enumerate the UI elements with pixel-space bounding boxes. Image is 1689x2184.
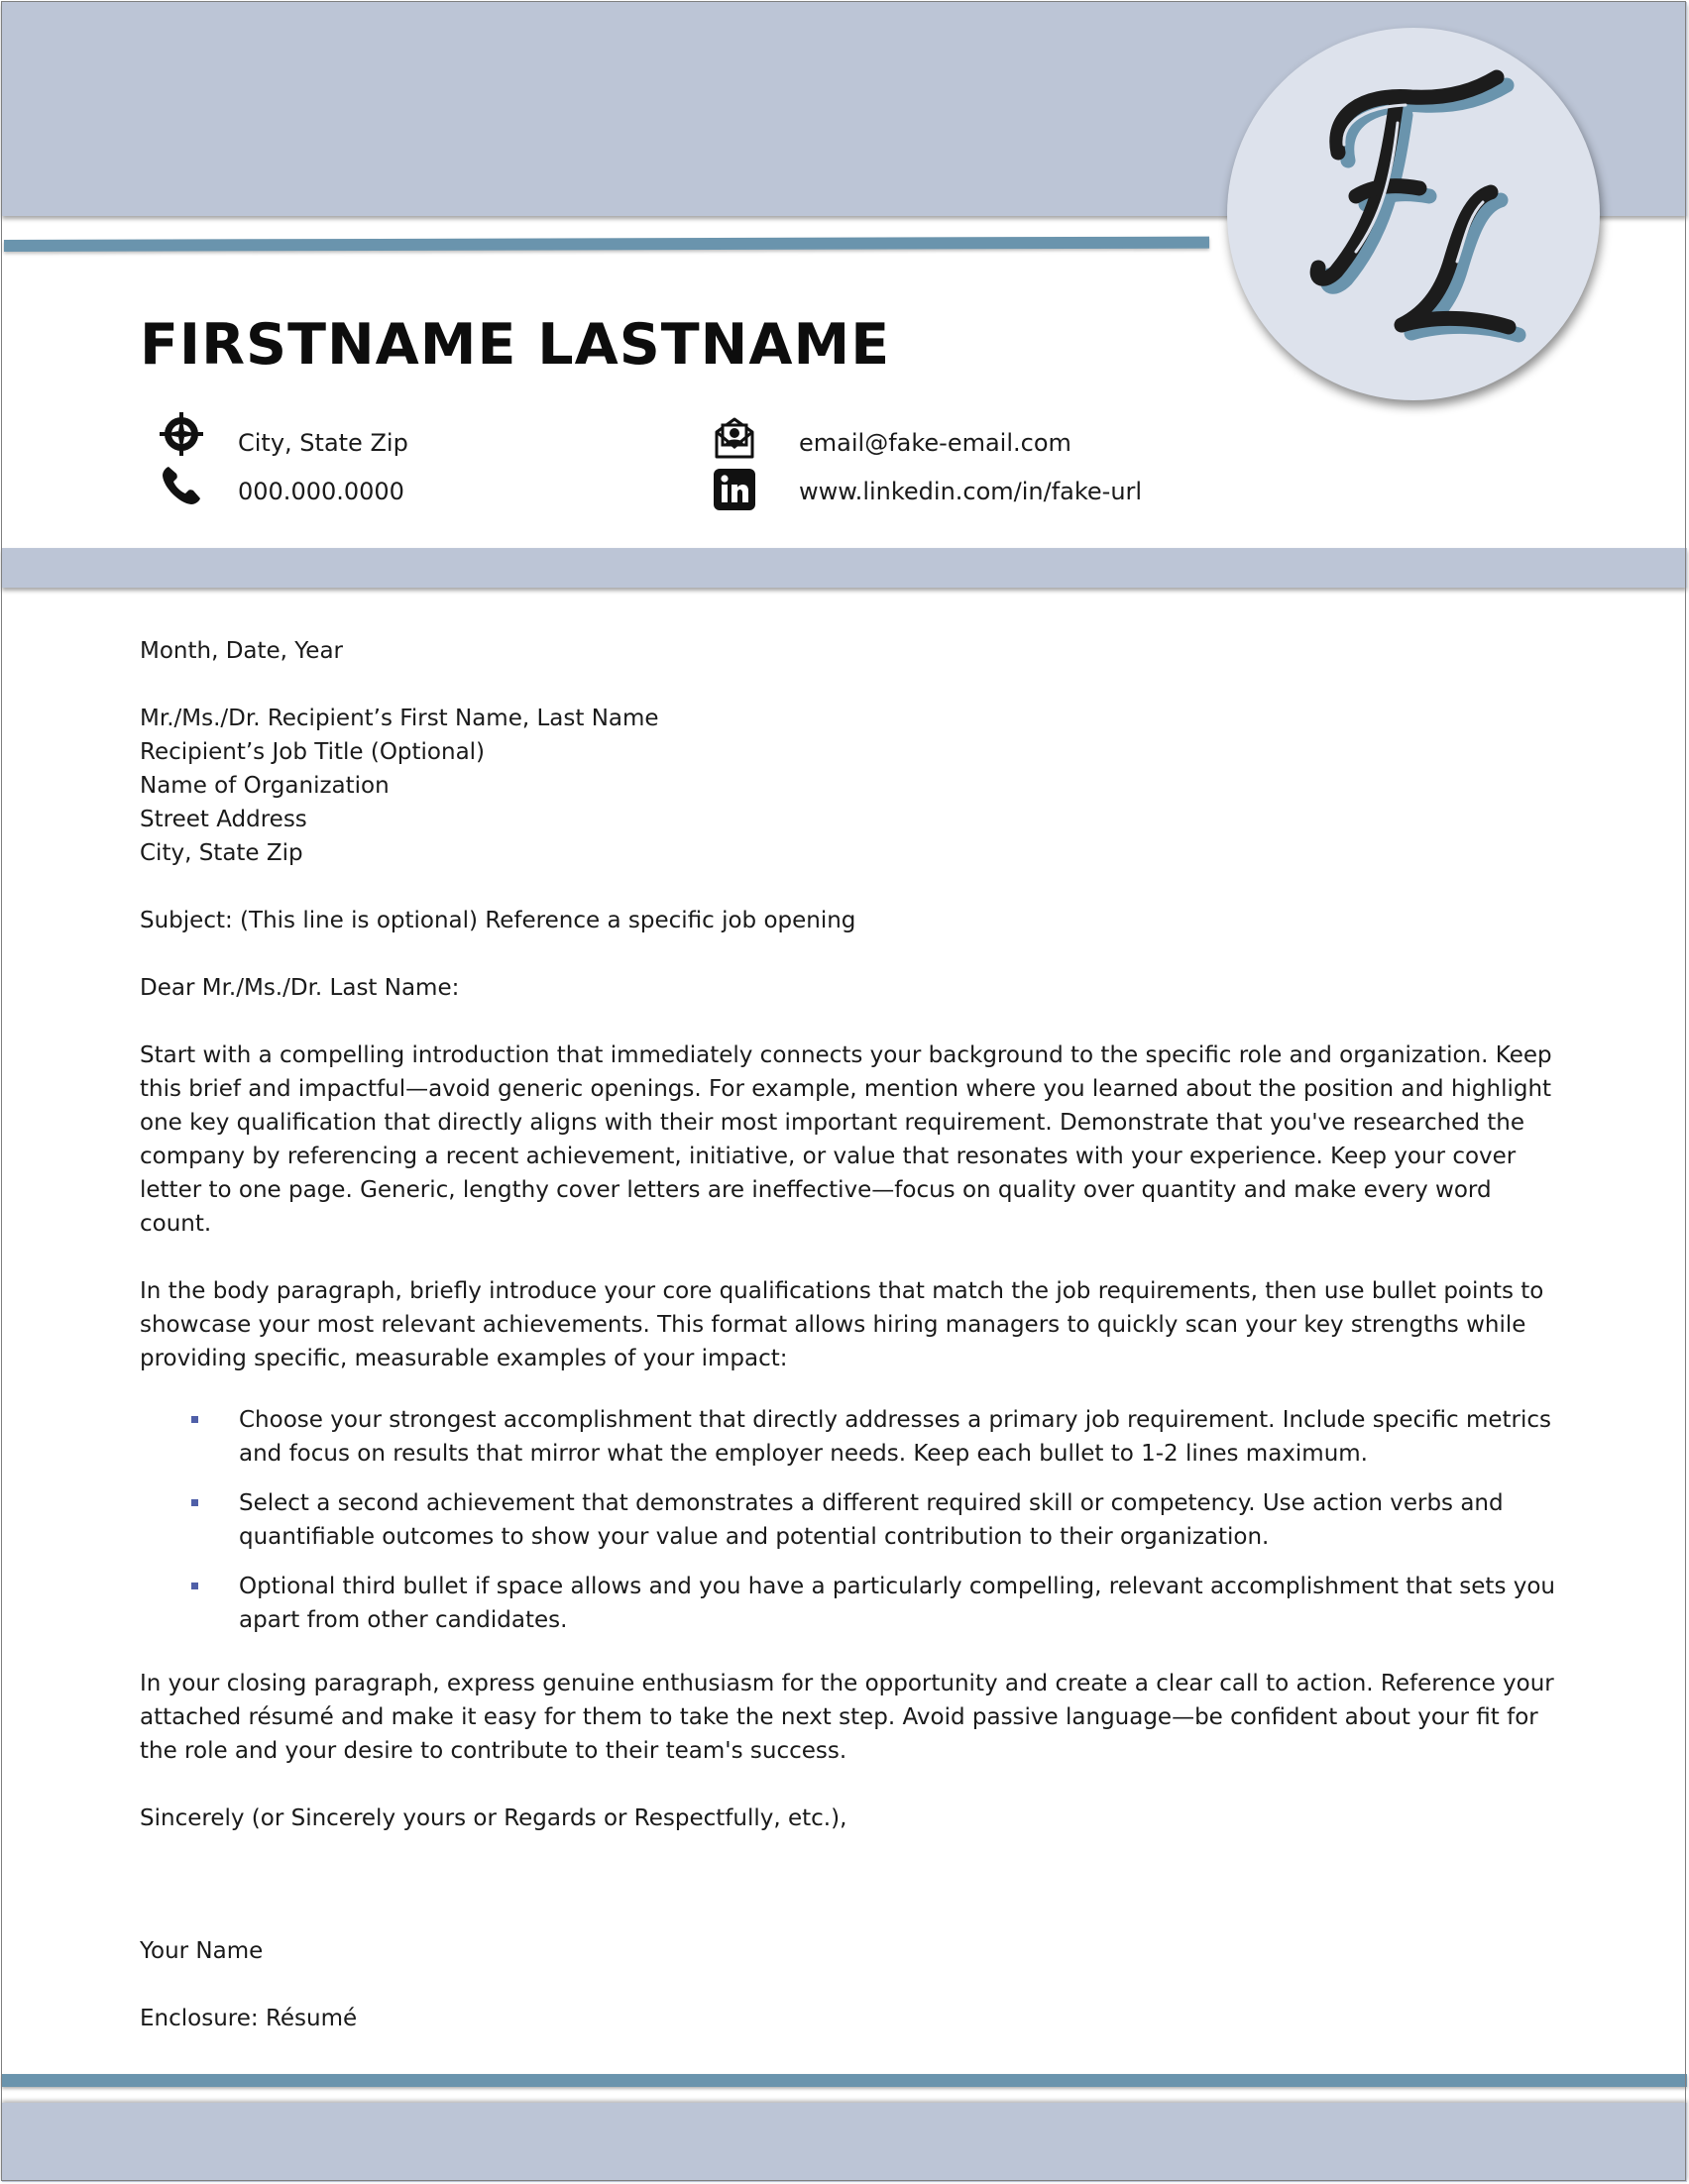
recipient-block [140, 702, 1557, 870]
subject-line: Subject: (This line is optional) Reference a specific job opening [140, 908, 856, 933]
header-accent-line [4, 237, 1209, 252]
phone-icon [160, 464, 203, 507]
recipient-name: Mr./Ms./Dr. Recipient’s First Name, Last Name [140, 706, 659, 731]
footer-band [2, 2103, 1687, 2182]
contact-linkedin-link[interactable]: www.linkedin.com/in/fake-url [799, 478, 1143, 505]
list-item [140, 1403, 1557, 1471]
email-icon [713, 416, 756, 460]
list-item [140, 1486, 1557, 1554]
enclosure-line: Enclosure: Résumé [140, 2006, 358, 2031]
monogram-fl-icon [1227, 28, 1600, 400]
applicant-name: FIRSTNAME LASTNAME [140, 312, 891, 378]
recipient-job-title: Recipient’s Job Title (Optional) [140, 739, 486, 765]
bullet-text: Choose your strongest accomplishment that directly addresses a primary job requirement. Include specific metrics and focus on results that mirror what the employer needs. Keep each bullet to 1-2 lines maximum. [239, 1407, 1552, 1467]
body-paragraph: In the body paragraph, briefly introduce your core qualifications that match the job requirements, then use bullet points to showcase your most relevant achievements. This format allows hiring managers to quickly scan your key strengths while providing specific, measurable examples of your impact: [140, 1278, 1544, 1371]
list-item [140, 1570, 1557, 1637]
contact-phone: 000.000.0000 [238, 478, 404, 505]
intro-paragraph: Start with a compelling introduction that immediately connects your background to the specific role and organization. Keep this brief and impactful—avoid generic openings. For example, mention where you learned about the position and highlight one key qualification that directly aligns with their most important requirement. Demonstrate that you've researched the company by referencing a recent achievement, initiative, or value that resonates with your experience. Keep your cover letter to one page. Generic, lengthy cover letters are ineffective—focus on quality over quantity and make every word count. [140, 1042, 1552, 1237]
square-bullet-icon [191, 1416, 198, 1423]
recipient-city: City, State Zip [140, 840, 303, 866]
recipient-street: Street Address [140, 807, 307, 832]
closing-paragraph: In your closing paragraph, express genuine enthusiasm for the opportunity and create a clear call to action. Reference your attached résumé and make it easy for them to take the next step. Avoid passive language—be confident about your fit for the role and your desire to contribute to their team's success. [140, 1671, 1554, 1764]
salutation: Dear Mr./Ms./Dr. Last Name: [140, 975, 460, 1001]
compass-icon [160, 412, 203, 456]
linkedin-icon [713, 468, 756, 511]
square-bullet-icon [191, 1499, 198, 1506]
header-bottom-band [2, 548, 1687, 588]
contact-email-link[interactable]: email@fake-email.com [799, 429, 1071, 457]
square-bullet-icon [191, 1583, 198, 1589]
bullet-text: Optional third bullet if space allows and you have a particularly compelling, relevant accomplishment that sets you apart from other candidates. [239, 1574, 1555, 1633]
letter-body [140, 634, 1557, 2069]
bullet-text: Select a second achievement that demonstrates a different required skill or competency. Use action verbs and quantifiable outcomes to show your value and potential contribution to their organization. [239, 1490, 1504, 1550]
signoff: Sincerely (or Sincerely yours or Regards or Respectfully, etc.), [140, 1805, 847, 1831]
footer-accent-line [2, 2074, 1687, 2087]
recipient-organization: Name of Organization [140, 773, 390, 799]
achievement-list [140, 1403, 1557, 1637]
letter-date: Month, Date, Year [140, 638, 344, 664]
contact-location: City, State Zip [238, 429, 408, 457]
monogram-logo [1227, 28, 1600, 400]
signature-name: Your Name [140, 1938, 264, 1964]
